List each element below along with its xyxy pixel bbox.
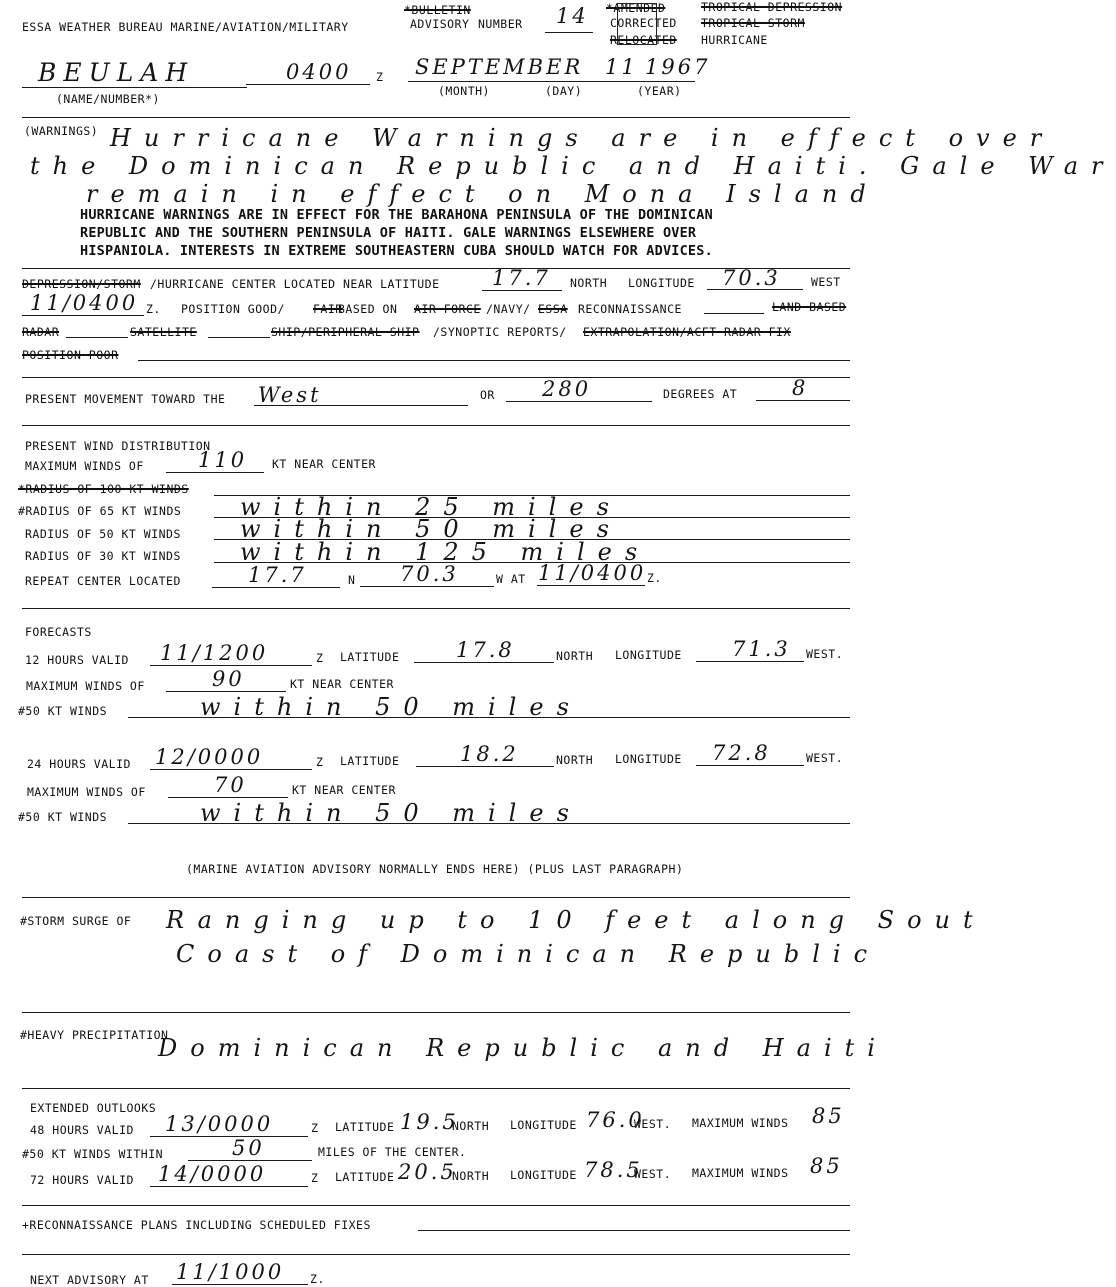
center-longitude: 70.3 (722, 266, 781, 290)
amended-label: *AMENDED (606, 1, 666, 15)
center-latitude: 17.7 (492, 266, 551, 290)
ship-label: SHIP/PERIPHERAL SHIP (271, 325, 420, 339)
position-poor-label: POSITION POOR (22, 348, 119, 362)
tropical-depression-label: TROPICAL DEPRESSION (701, 0, 843, 14)
center-time-z: Z. (146, 302, 161, 316)
depression-storm-label: DEPRESSION/STORM (22, 277, 141, 291)
extended-72-max-label: MAXIMUM WINDS (692, 1166, 789, 1180)
center-located-label: /HURRICANE CENTER LOCATED NEAR LATITUDE (150, 277, 440, 291)
forecast-24-z: Z (316, 755, 324, 769)
corrected-label: CORRECTED (610, 16, 677, 30)
bureau-title: ESSA WEATHER BUREAU MARINE/AVIATION/MILITARY (22, 20, 349, 34)
forecast-24-r50: within 50 miles (200, 799, 582, 827)
extended-72-latitude: 20.5 (398, 1160, 457, 1184)
forecast-12-longitude: 71.3 (732, 637, 791, 661)
forecast-12-kt-label: KT NEAR CENTER (290, 677, 394, 691)
day-value: 11 (605, 55, 638, 79)
essa-label: ESSA (538, 302, 568, 316)
repeat-w-at-label: W AT (496, 572, 526, 586)
extended-72-label: 72 HOURS VALID (30, 1173, 134, 1187)
forecast-12-max: 90 (212, 667, 245, 691)
next-advisory-time: 11/1000 (176, 1260, 285, 1284)
warnings-handwritten-line-3: remain in effect on Mona Island (86, 180, 879, 208)
miles-of-center-label: MILES OF THE CENTER. (318, 1145, 467, 1159)
day-caption: (DAY) (545, 84, 583, 98)
center-time: 11/0400 (30, 291, 139, 315)
relocated-label: RELOCATED (610, 33, 677, 47)
storm-surge-line-2: Coast of Dominican Republic (176, 940, 881, 968)
storm-name: BEULAH (38, 58, 195, 87)
forecast-24-latitude: 18.2 (460, 742, 519, 766)
extended-72-north: NORTH (452, 1169, 490, 1183)
extended-72-z: Z (311, 1171, 319, 1185)
radius-65-value: within 25 miles (240, 493, 622, 521)
forecast-12-latitude: 17.8 (456, 638, 515, 662)
extended-48-r50: 50 (232, 1136, 265, 1160)
extended-48-latitude: 19.5 (400, 1110, 459, 1134)
repeat-longitude: 70.3 (400, 562, 459, 586)
extended-48-max-label: MAXIMUM WINDS (692, 1116, 789, 1130)
month-caption: (MONTH) (438, 84, 490, 98)
year-caption: (YEAR) (637, 84, 682, 98)
forecast-24-kt50-label: #50 KT WINDS (18, 810, 108, 824)
radius-50-value: within 50 miles (240, 515, 622, 543)
forecast-24-kt-label: KT NEAR CENTER (292, 783, 396, 797)
extended-72-west: WEST. (634, 1167, 672, 1181)
extended-outlooks-label: EXTENDED OUTLOOKS (30, 1101, 157, 1115)
advisory-label: ADVISORY (410, 17, 470, 31)
forecast-12-time: 11/1200 (160, 641, 269, 665)
advisory-number: 14 (556, 4, 589, 28)
radius-30-label: RADIUS OF 30 KT WINDS (25, 549, 181, 563)
next-advisory-label: NEXT ADVISORY AT (30, 1273, 149, 1287)
satellite-label: SATELLITE (130, 325, 197, 339)
warnings-handwritten-line-2: the Dominican Republic and Haiti. Gale War (30, 152, 1116, 180)
forecast-12-north: NORTH (556, 649, 594, 663)
time-zone-z: Z (376, 70, 384, 84)
forecast-24-label: 24 HOURS VALID (27, 757, 131, 771)
forecast-24-latitude-label: LATITUDE (340, 754, 400, 768)
check-mark-box (617, 3, 657, 45)
radius-30-value: within 125 miles (240, 538, 651, 566)
storm-surge-label: #STORM SURGE OF (20, 914, 132, 928)
extended-48-time: 13/0000 (165, 1112, 274, 1136)
extended-48-west: WEST. (634, 1117, 672, 1131)
synoptic-label: /SYNOPTIC REPORTS/ (433, 325, 567, 339)
extended-48-north: NORTH (452, 1119, 490, 1133)
forecast-24-max: 70 (214, 773, 247, 797)
extended-72-longitude: 78.5 (584, 1158, 643, 1182)
forecast-12-r50: within 50 miles (200, 693, 582, 721)
radius-50-label: RADIUS OF 50 KT WINDS (25, 527, 181, 541)
repeat-center-label: REPEAT CENTER LOCATED (25, 574, 181, 588)
based-on-label: BASED ON (338, 302, 398, 316)
number-label: NUMBER (478, 17, 523, 31)
extended-kt50-label: #50 KT WINDS WITHIN (22, 1147, 164, 1161)
repeat-latitude: 17.7 (248, 563, 307, 587)
bulletin-label: *BULLETIN (404, 3, 471, 17)
heavy-precip-value: Dominican Republic and Haiti (158, 1034, 888, 1062)
month-value: SEPTEMBER (415, 55, 584, 79)
navy-label: /NAVY/ (486, 302, 531, 316)
extended-48-longitude-label: LONGITUDE (510, 1118, 577, 1132)
warnings-handwritten-line-1: Hurricane Warnings are in effect over (110, 124, 1055, 152)
movement-label: PRESENT MOVEMENT TOWARD THE (25, 392, 226, 406)
extended-48-max: 85 (812, 1104, 845, 1128)
repeat-time: 11/0400 (538, 561, 647, 585)
radius-65-label: #RADIUS OF 65 KT WINDS (18, 504, 182, 518)
movement-degrees: 280 (542, 377, 592, 401)
forecast-24-north: NORTH (556, 753, 594, 767)
hurricane-label: HURRICANE (701, 33, 768, 47)
extended-48-z: Z (311, 1121, 319, 1135)
forecast-24-max-label: MAXIMUM WINDS OF (27, 785, 146, 799)
extended-72-max: 85 (810, 1154, 843, 1178)
forecast-12-max-label: MAXIMUM WINDS OF (26, 679, 145, 693)
extended-72-longitude-label: LONGITUDE (510, 1168, 577, 1182)
forecast-12-z: Z (316, 651, 324, 665)
repeat-z-label: Z. (647, 571, 662, 585)
radar-label: RADAR (22, 325, 60, 339)
warnings-typed-line-3: HISPANIOLA. INTERESTS IN EXTREME SOUTHEASTERN CUBA SHOULD WATCH FOR ADVICES. (80, 243, 713, 259)
extended-72-latitude-label: LATITUDE (335, 1170, 395, 1184)
warnings-typed-line-1: HURRICANE WARNINGS ARE IN EFFECT FOR THE BARAHONA PENINSULA OF THE DOMINICAN (80, 207, 713, 223)
warnings-label: (WARNINGS) (24, 124, 99, 138)
max-winds-label: MAXIMUM WINDS OF (25, 459, 144, 473)
movement-direction: West (258, 383, 322, 407)
extended-72-time: 14/0000 (158, 1162, 267, 1186)
degrees-at-label: DEGREES AT (663, 387, 738, 401)
west-label: WEST (811, 275, 841, 289)
extended-48-longitude: 76.0 (586, 1108, 645, 1132)
reconnaissance-label: RECONNAISSANCE (578, 302, 682, 316)
longitude-label: LONGITUDE (628, 276, 695, 290)
tropical-storm-label: TROPICAL STORM (701, 16, 805, 30)
max-winds-value: 110 (198, 448, 248, 472)
forecast-12-label: 12 HOURS VALID (25, 653, 129, 667)
advisory-time: 0400 (286, 60, 352, 84)
forecasts-label: FORECASTS (25, 625, 92, 639)
marine-advisory-note: (MARINE AVIATION ADVISORY NORMALLY ENDS HERE) (PLUS LAST PARAGRAPH) (186, 862, 684, 876)
year-value: 1967 (645, 55, 711, 79)
extrapolation-label: EXTRAPOLATION/ACFT RADAR FIX (583, 325, 791, 339)
heavy-precip-label: #HEAVY PRECIPITATION (20, 1028, 169, 1042)
north-label: NORTH (570, 276, 608, 290)
forecast-24-time: 12/0000 (155, 745, 264, 769)
forecast-12-latitude-label: LATITUDE (340, 650, 400, 664)
extended-48-latitude-label: LATITUDE (335, 1120, 395, 1134)
forecast-24-longitude-label: LONGITUDE (615, 752, 682, 766)
air-force-label: AIR FORCE (414, 302, 481, 316)
forecast-12-west: WEST. (806, 647, 844, 661)
repeat-n-label: N (348, 573, 356, 587)
next-advisory-z: Z. (310, 1272, 325, 1286)
warnings-typed-line-2: REPUBLIC AND THE SOUTHERN PENINSULA OF HAITI. GALE WARNINGS ELSEWHERE OVER (80, 225, 697, 241)
wind-distribution-label: PRESENT WIND DISTRIBUTION (25, 439, 211, 453)
fair-label: FAIR (313, 302, 343, 316)
extended-48-label: 48 HOURS VALID (30, 1123, 134, 1137)
land-based-label: LAND BASED (772, 300, 847, 314)
forecast-12-longitude-label: LONGITUDE (615, 648, 682, 662)
recon-plans-label: +RECONNAISSANCE PLANS INCLUDING SCHEDULED FIXES (22, 1218, 371, 1232)
forecast-12-kt50-label: #50 KT WINDS (18, 704, 108, 718)
forecast-24-west: WEST. (806, 751, 844, 765)
forecast-24-longitude: 72.8 (712, 741, 771, 765)
storm-surge-line-1: Ranging up to 10 feet along Sout (166, 906, 986, 934)
position-good-label: POSITION GOOD/ (181, 302, 285, 316)
max-winds-kt-label: KT NEAR CENTER (272, 457, 376, 471)
radius-100-label: *RADIUS OF 100 KT WINDS (18, 482, 189, 496)
or-label: OR (480, 388, 495, 402)
movement-speed: 8 (792, 376, 809, 400)
name-caption: (NAME/NUMBER*) (56, 92, 160, 106)
